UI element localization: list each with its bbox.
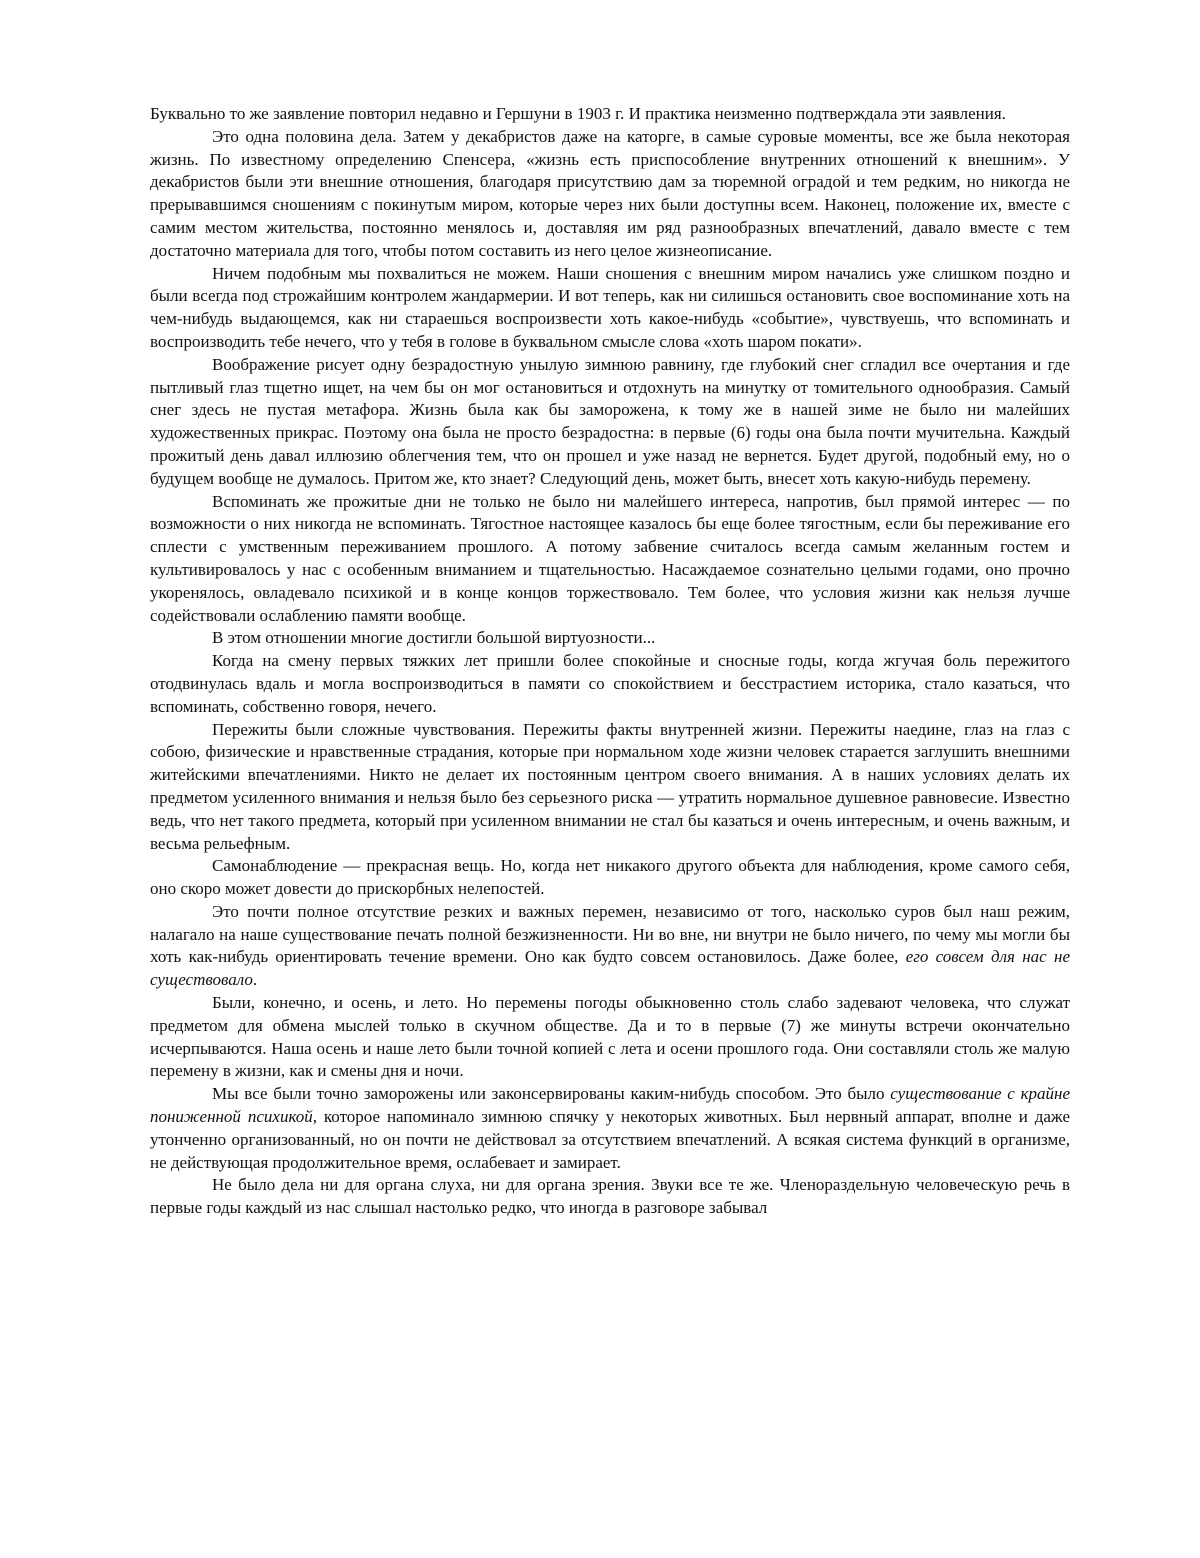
- paragraph: [150, 855, 1070, 901]
- italic-text: его совсем для нас не существовало: [150, 947, 1071, 990]
- paragraph: [150, 650, 1070, 718]
- paragraph-text: Вспоминать же прожитые дни не только не было ни малейшего интереса, напротив, был прямой интерес — по возможности о них никогда не вспоминать. Тягостное настоящее казалось бы еще более тягостным, если бы переживание его сплести с умственным переживанием прошлого. А потому забвение считалось всегда самым желанным гостем и культивировалось у нас с особенным вниманием и тщательностью. Насаждаемое сознательно целыми годами, оно прочно укоренялось, овладевало психикой и в конце концов торжествовало. Тем более, что условия жизни как нельзя лучше содействовали ослаблению памяти вообще.: [150, 491, 1070, 625]
- paragraph: [150, 491, 1070, 628]
- paragraph-text: В этом отношении многие достигли большой виртуозности...: [212, 628, 656, 648]
- paragraph: [150, 354, 1070, 491]
- paragraph: [150, 627, 1070, 650]
- italic-text: существование с крайне пониженной психикой: [150, 1084, 1070, 1127]
- paragraph: [150, 263, 1070, 354]
- paragraph-text: Это почти полное отсутствие резких и важных перемен, независимо от того, насколько суров был наш режим, налагало на наше существование печать полной безжизненности. Ни во вне, ни внутри не было ничего, по чему мы могли бы хоть как-нибудь ориентировать течение времени. Оно как будто совсем остановилось. Даже более,: [150, 901, 1070, 967]
- paragraph-text: Ничем подобным мы похвалиться не можем. Наши сношения с внешним миром начались уже слишком поздно и были всегда под строжайшим контролем жандармерии. И вот теперь, как ни силишься остановить свое воспоминание хоть на чем-нибудь выдающемся, как ни стараешься воспроизвести хоть какое-нибудь «событие», чувствуешь, что вспоминать и воспроизводить тебе нечего, что у тебя в голове в буквальном смысле слова «хоть шаром покати».: [150, 263, 1070, 351]
- paragraph-text: , которое напоминало зимнюю спячку у некоторых животных. Был нервный аппарат, вполне и даже утонченно организованный, но он почти не действовал за отсутствием впечатлений. А всякая система функций в организме, не действующая продолжительное время, ослабевает и замирает.: [150, 1107, 1070, 1172]
- paragraph-text: Когда на смену первых тяжких лет пришли более спокойные и сносные годы, когда жгучая боль пережитого отодвинулась вдаль и могла воспроизводиться в памяти со спокойствием и бесстрастием историка, стало казаться, что вспоминать, собственно говоря, нечего.: [150, 651, 1070, 716]
- paragraph: [150, 901, 1070, 992]
- paragraph-text: Воображение рисует одну безрадостную унылую зимнюю равнину, где глубокий снег сгладил все очертания и где пытливый глаз тщетно ищет, на чем бы он мог остановиться и отдохнуть на минутку от томительного однообразия. Самый снег здесь не пустая метафора. Жизнь была как бы заморожена, к тому же в нашей зиме не было ни малейших художественных прикрас. Поэтому она была не просто безрадостна: в первые (6) годы она была почти мучительна. Каждый прожитый день давал иллюзию облегчения тем, что он прошел и уже назад не вернется. Будет другой, подобный ему, но о будущем вообще не думалось. Притом же, кто знает? Следующий день, может быть, внесет хоть какую-нибудь перемену.: [150, 354, 1070, 488]
- paragraph-text: .: [252, 970, 258, 990]
- paragraph-text: Буквально то же заявление повторил недавно и Гершуни в 1903 г. И практика неизменно подтверждала эти заявления.: [150, 104, 1006, 123]
- paragraph: [150, 103, 1070, 126]
- paragraph: [150, 1174, 1070, 1220]
- paragraph: [150, 992, 1070, 1083]
- paragraph-text: Пережиты были сложные чувствования. Пережиты факты внутренней жизни. Пережиты наедине, глаз на глаз с собою, физические и нравственные страдания, которые при нормальном ходе жизни человек старается заглушить внешними житейскими впечатлениями. Никто не делает их постоянным центром своего внимания. А в наших условиях делать их предметом усиленного внимания и нельзя было без серьезного риска — утратить нормальное душевное равновесие. Известно ведь, что нет такого предмета, который при усиленном внимании не стал бы казаться и очень интересным, и очень важным, и весьма рельефным.: [150, 719, 1070, 853]
- document-page: [150, 103, 1070, 1220]
- paragraph-text: Были, конечно, и осень, и лето. Но перемены погоды обыкновенно столь слабо задевают человека, что служат предметом для обмена мыслей только в скучном обществе. Да и то в первые (7) же минуты встречи окончательно исчерпываются. Наша осень и наше лето были точной копией с лета и осени прошлого года. Они составляли столь же малую перемену в жизни, как и смены дня и ночи.: [150, 993, 1070, 1081]
- paragraph-text: Это одна половина дела. Затем у декабристов даже на каторге, в самые суровые моменты, все же была некоторая жизнь. По известному определению Спенсера, «жизнь есть приспособление внутренних отношений к внешним». У декабристов были эти внешние отношения, благодаря присутствию дам за тюремной оградой и тем редким, но никогда не прерывавшимся сношениям с покинутым миром, которые через них были доступны всем. Наконец, положение их, вместе с самим местом жительства, постоянно менялось и, доставляя им ряд разнообразных впечатлений, давало вместе с тем достаточно материала для того, чтобы потом составить из него целое жизнеописание.: [150, 126, 1070, 260]
- paragraph-text: Самонаблюдение — прекрасная вещь. Но, когда нет никакого другого объекта для наблюдения, кроме самого себя, оно скоро может довести до прискорбных нелепостей.: [150, 856, 1070, 899]
- paragraph-text: Не было дела ни для органа слуха, ни для органа зрения. Звуки все те же. Членораздельную человеческую речь в первые годы каждый из нас слышал настолько редко, что иногда в разговоре забывал: [150, 1175, 1070, 1218]
- paragraph: [150, 1083, 1070, 1174]
- paragraph-text: Мы все были точно заморожены или законсервированы каким-нибудь способом. Это было: [212, 1084, 891, 1104]
- paragraph: [150, 126, 1070, 263]
- paragraph: [150, 719, 1070, 856]
